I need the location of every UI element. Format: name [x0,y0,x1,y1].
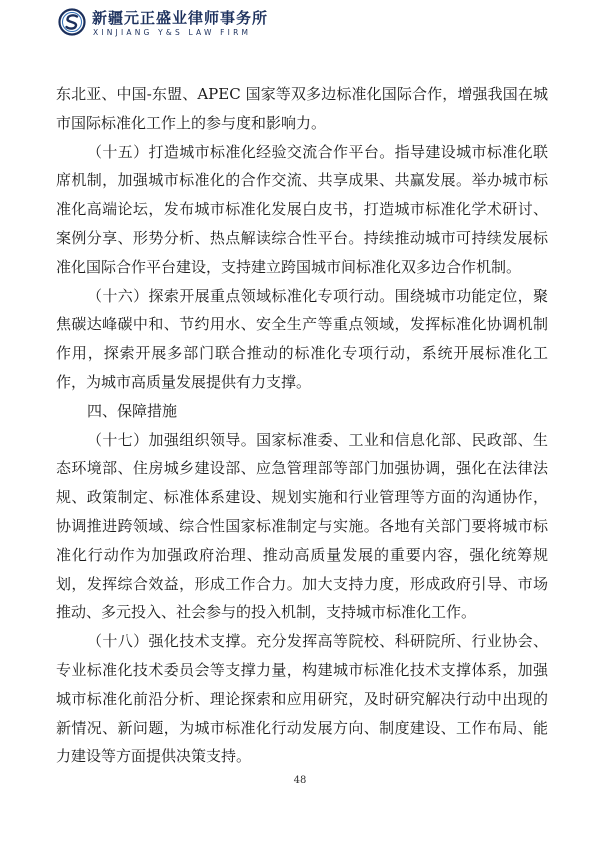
paragraph-continuation: 东北亚、中国-东盟、APEC 国家等双多边标准化国际合作，增强我国在城市国际标准化工作上的参与度和影响力。 [56,85,548,132]
firm-logo-icon [58,8,86,36]
document-body [56,80,548,771]
paragraph-item-17: （十七）加强组织领导。国家标准委、工业和信息化部、民政部、生态环境部、住房城乡建设部、应急管理部等部门加强协调，强化在法律法规、政策制定、标准体系建设、规划实施和行业管理等方面的沟通协作，协调推进跨领域、综合性国家标准制定与实施。各地有关部门要将城市标准化行动作为加强政府治理、推动高质量发展的重要内容，强化统筹规划，发挥综合效益，形成工作合力。加大支持力度，形成政府引导、市场推动、多元投入、社会参与的投入机制，支持城市标准化工作。 [56,430,548,622]
page-number: 48 [293,775,307,786]
paragraph-item-15: （十五）打造城市标准化经验交流合作平台。指导建设城市标准化联席机制，加强城市标准化的合作交流、共享成果、共赢发展。举办城市标准化高端论坛，发布城市标准化发展白皮书，打造城市标准化学术研讨、案例分享、形势分析、热点解读综合性平台。持续推动城市可持续发展标准化国际合作平台建设，支持建立跨国城市间标准化双多边合作机制。 [56,142,548,276]
firm-name-chinese: 新疆元正盛业律师事务所 [92,9,269,27]
paragraph-item-16: （十六）探索开展重点领域标准化专项行动。围绕城市功能定位，聚焦碳达峰碳中和、节约用水、安全生产等重点领域，发挥标准化协调机制作用，探索开展多部门联合推动的标准化专项行动，系统开展标准化工作，为城市高质量发展提供有力支撑。 [56,286,548,391]
letterhead [0,0,600,52]
paragraph-item-18: （十八）强化技术支撑。充分发挥高等院校、科研院所、行业协会、专业标准化技术委员会等支撑力量，构建城市标准化技术支撑体系，加强城市标准化前沿分析、理论探索和应用研究，及时研究解决行动中出现的新情况、新问题，为城市标准化行动发展方向、制度建设、工作布局、能力建设等方面提供决策支持。 [56,632,548,766]
section-heading-safeguards: 四、保障措施 [87,401,178,420]
firm-name-english: XINJIANG Y&S LAW FIRM [93,28,252,37]
